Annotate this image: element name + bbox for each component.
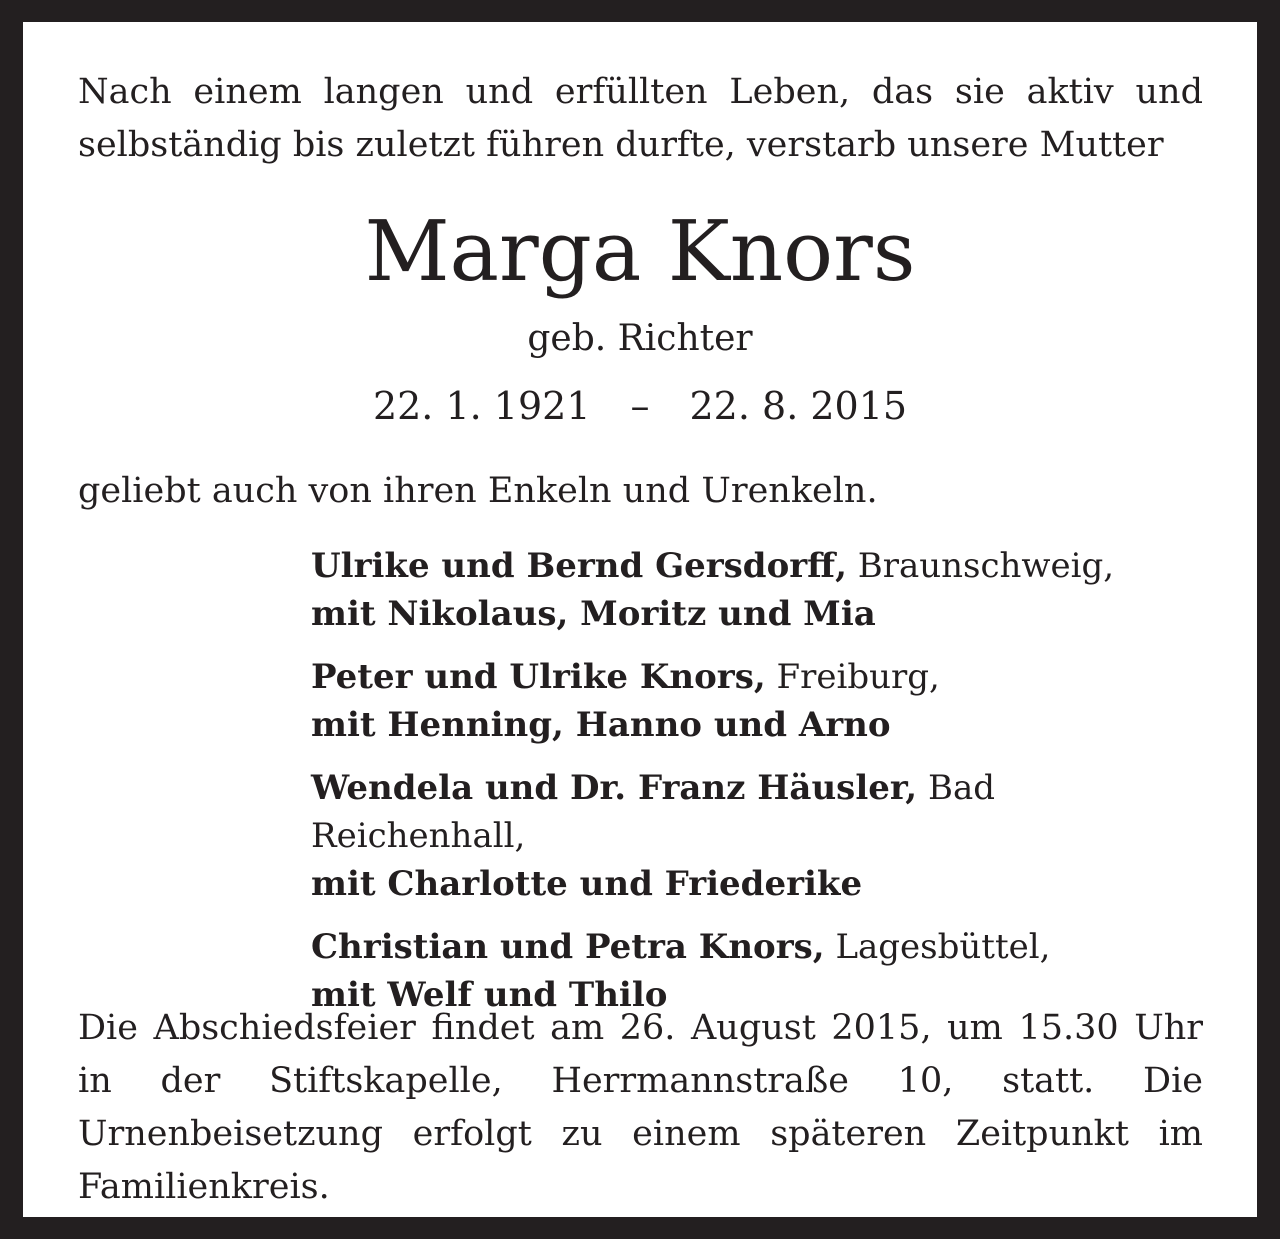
family-names: Wendela und Dr. Franz Häusler, [311,768,918,808]
deceased-name: Marga Knors [364,203,916,300]
family-city: Bad Reichenhall, [311,768,995,856]
family-children: mit Henning, Hanno und Arno [311,705,891,745]
death-date: 22. 8. 2015 [689,384,908,428]
family-entry [311,764,1211,908]
ceremony-text: Die Abschiedsfeier findet am 26. August 2015, um 15.30 Uhr in der Stiftskapelle, Herrmannstraße 10, statt. Die Urnenbeisetzung erfolgt zu einem späteren Zeitpunkt im Familienkreis. [78,1008,1203,1207]
maiden-name: geb. Richter [527,318,753,359]
date-dash: – [630,384,650,428]
family-children: mit Nikolaus, Moritz und Mia [311,594,876,634]
family-city: Lagesbüttel, [835,927,1051,967]
family-names: Ulrike und Bernd Gersdorff, [311,546,847,586]
family-city: Freiburg, [776,657,940,697]
family-children: mit Welf und Thilo [311,975,668,1015]
family-city: Braunschweig, [857,546,1115,586]
loved-by-text: geliebt auch von ihren Enkeln und Urenkeln. [78,471,878,511]
intro-text: Nach einem langen und erfüllten Leben, das sie aktiv und selbständig bis zuletzt führen durfte, verstarb unsere Mutter [78,72,1203,165]
birth-date: 22. 1. 1921 [372,384,591,428]
family-entry [311,542,1211,638]
family-children: mit Charlotte und Friederike [311,864,863,904]
mourners-list [311,542,1211,1034]
life-dates [23,382,1257,430]
family-names: Christian und Petra Knors, [311,927,825,967]
family-names: Peter und Ulrike Knors, [311,657,766,697]
family-entry [311,653,1211,749]
